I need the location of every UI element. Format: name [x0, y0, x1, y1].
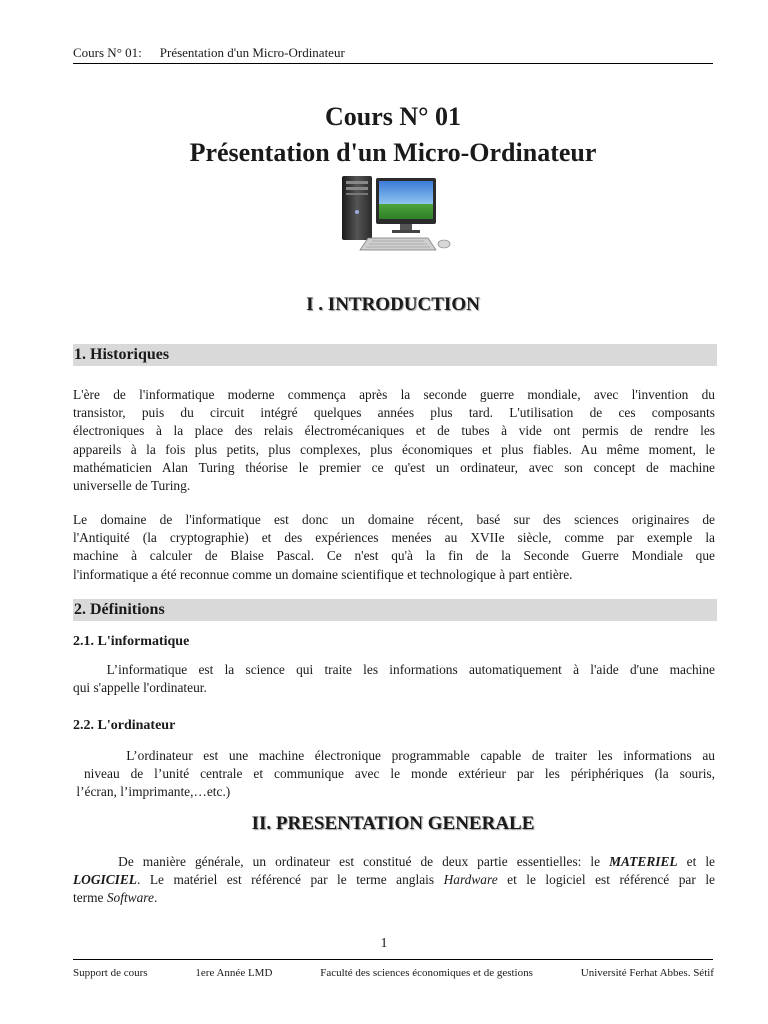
text-run: . Le matériel est référencé par le terme anglais	[137, 872, 444, 888]
paragraph-presentation	[73, 853, 715, 908]
header-course: Cours N° 01:	[73, 45, 142, 60]
paragraph-historiques-2	[73, 511, 715, 584]
running-header	[73, 45, 713, 64]
text-line	[73, 853, 715, 871]
text-line: universelle de Turing.	[73, 478, 191, 494]
text-line: transistor, puis du circuit intégré quelques années plus tard. L'utilisation de ces composants	[73, 405, 715, 421]
page-number: 1	[380, 936, 388, 951]
desktop-computer-icon	[336, 172, 456, 256]
document-title-line1: Cours N° 01	[324, 102, 462, 131]
header-subject: Présentation d'un Micro-Ordinateur	[159, 45, 345, 60]
paragraph-ordinateur	[73, 747, 715, 802]
footer-university: Université Ferhat Abbes. Sétif	[580, 967, 714, 979]
text-run: et le logiciel est référencé par le	[497, 872, 715, 888]
text-line: mathématicien Alan Turing théorise le premier ce qu'est un ordinateur, avec son concept de machine	[73, 459, 715, 475]
text-run: .	[153, 890, 158, 906]
text-line: l'informatique a été reconnue comme un domaine scientifique et technologique à part entière.	[73, 566, 573, 582]
text-line: appareils à la fois plus petits, plus complexes, plus économiques et plus fiables. Au même moment, le	[73, 441, 715, 457]
text-line: électroniques à la place des relais électromécaniques et de tubes à vide ont permis de rendre les	[73, 423, 715, 439]
text-run: De manière générale, un ordinateur est constitué de deux partie essentielles: le	[73, 854, 610, 869]
footer-year: 1ere Année LMD	[195, 967, 273, 979]
term-software: Software	[106, 890, 154, 906]
text-line: machine à calculer de Blaise Pascal. Ce n'est qu'à la fin de la Seconde Guerre Mondiale que	[73, 548, 715, 564]
text-line: qui s'appelle l'ordinateur.	[73, 680, 207, 696]
term-logiciel: LOGICIEL	[73, 872, 137, 888]
term-hardware: Hardware	[443, 872, 498, 888]
text-line: niveau de l’unité centrale et communique avec le monde extérieur par les périphériques (la souris,	[73, 766, 715, 782]
section-heading-introduction: I . INTRODUCTION	[306, 294, 480, 315]
text-line	[73, 889, 715, 907]
text-line: Le domaine de l'informatique est donc un domaine récent, basé sur des sciences originaires de	[73, 512, 715, 527]
footer-rule	[73, 959, 713, 960]
subheading-informatique: 2.1. L'informatique	[73, 634, 190, 649]
subheading-ordinateur: 2.2. L'ordinateur	[73, 718, 176, 733]
text-line: L’informatique est la science qui traite les informations automatiquement à l'aide d'une machine	[73, 662, 715, 677]
footer-faculty: Faculté des sciences économiques et de gestions	[320, 967, 533, 979]
text-line: l’écran, l’imprimante,…etc.)	[73, 784, 231, 800]
text-line: l'Antiquité (la cryptographie) et des expériences menées au XVIIe siècle, comme par exemple la	[73, 530, 715, 546]
subsection-band-definitions: 2. Définitions	[73, 599, 717, 621]
text-line: L’ordinateur est une machine électronique programmable capable de traiter les informations au	[73, 748, 715, 763]
paragraph-informatique	[73, 661, 715, 697]
text-line: L'ère de l'informatique moderne commença après la seconde guerre mondiale, avec l'invention du	[73, 387, 715, 402]
page-footer	[73, 966, 714, 980]
document-title-line2: Présentation d'un Micro-Ordinateur	[189, 138, 597, 167]
section-heading-presentation-generale: II. PRESENTATION GENERALE	[251, 813, 535, 834]
subsection-band-historiques: 1. Historiques	[73, 344, 717, 366]
term-materiel: MATERIEL	[609, 854, 678, 869]
text-run: terme	[73, 890, 107, 906]
paragraph-historiques-1	[73, 386, 715, 495]
text-run: et le	[677, 854, 715, 869]
footer-support: Support de cours	[73, 967, 148, 979]
text-line	[73, 871, 715, 889]
